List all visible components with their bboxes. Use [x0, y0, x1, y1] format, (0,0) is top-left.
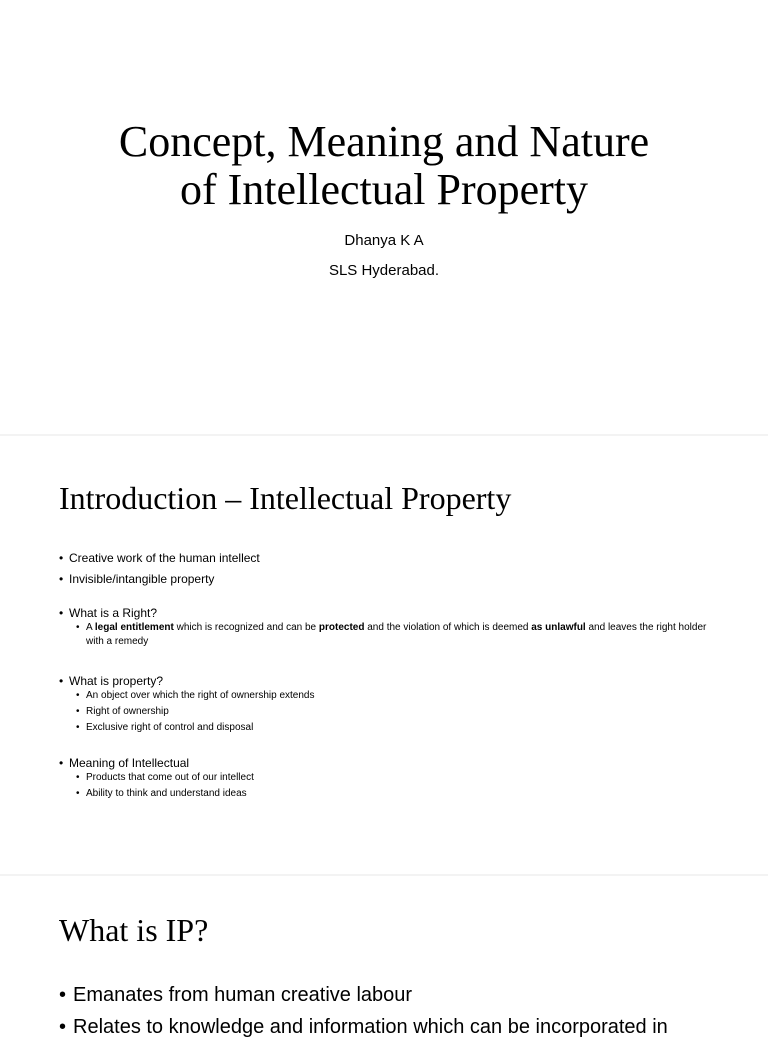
sub-list-item: • Exclusive right of control and disposal	[59, 721, 719, 735]
slide-divider	[0, 434, 768, 436]
author-name: Dhanya K A	[344, 232, 424, 249]
list-item: • Emanates from human creative labour	[59, 980, 759, 1010]
slide-heading: Introduction – Intellectual Property	[59, 480, 512, 516]
bullet-list	[59, 550, 719, 801]
list-item: • Meaning of Intellectual	[59, 755, 719, 771]
list-item: • Relates to knowledge and information which can be incorporated in	[59, 1012, 759, 1042]
list-item: • Invisible/intangible property	[59, 571, 719, 587]
title-line-1: Concept, Meaning and Nature	[118, 117, 650, 166]
slide-what-is-ip	[0, 880, 768, 1038]
list-spacer	[59, 649, 719, 673]
presentation-title	[0, 118, 768, 214]
slide-divider	[0, 874, 768, 876]
list-item: • Creative work of the human intellect	[59, 550, 719, 566]
list-spacer	[59, 587, 719, 605]
sub-list-item: • Right of ownership	[59, 705, 719, 719]
list-item: • What is property?	[59, 673, 719, 689]
slide-title	[0, 0, 768, 432]
bullet-list	[59, 980, 759, 1042]
slide-introduction	[0, 440, 768, 872]
title-line-2: of Intellectual Property	[179, 165, 589, 214]
sub-list-item: • Ability to think and understand ideas	[59, 787, 719, 801]
list-item: • What is a Right?	[59, 605, 719, 621]
slide-heading: What is IP?	[59, 912, 209, 948]
list-spacer	[59, 735, 719, 755]
sub-list-item: • An object over which the right of ownership extends	[59, 689, 719, 703]
organization-name: SLS Hyderabad.	[328, 262, 440, 279]
sub-list-item: • A legal entitlement which is recognized and can be protected and the violation of which is deemed as unlawful and leaves the right holder with a remedy	[59, 621, 719, 649]
sub-list-item: • Products that come out of our intellect	[59, 771, 719, 785]
